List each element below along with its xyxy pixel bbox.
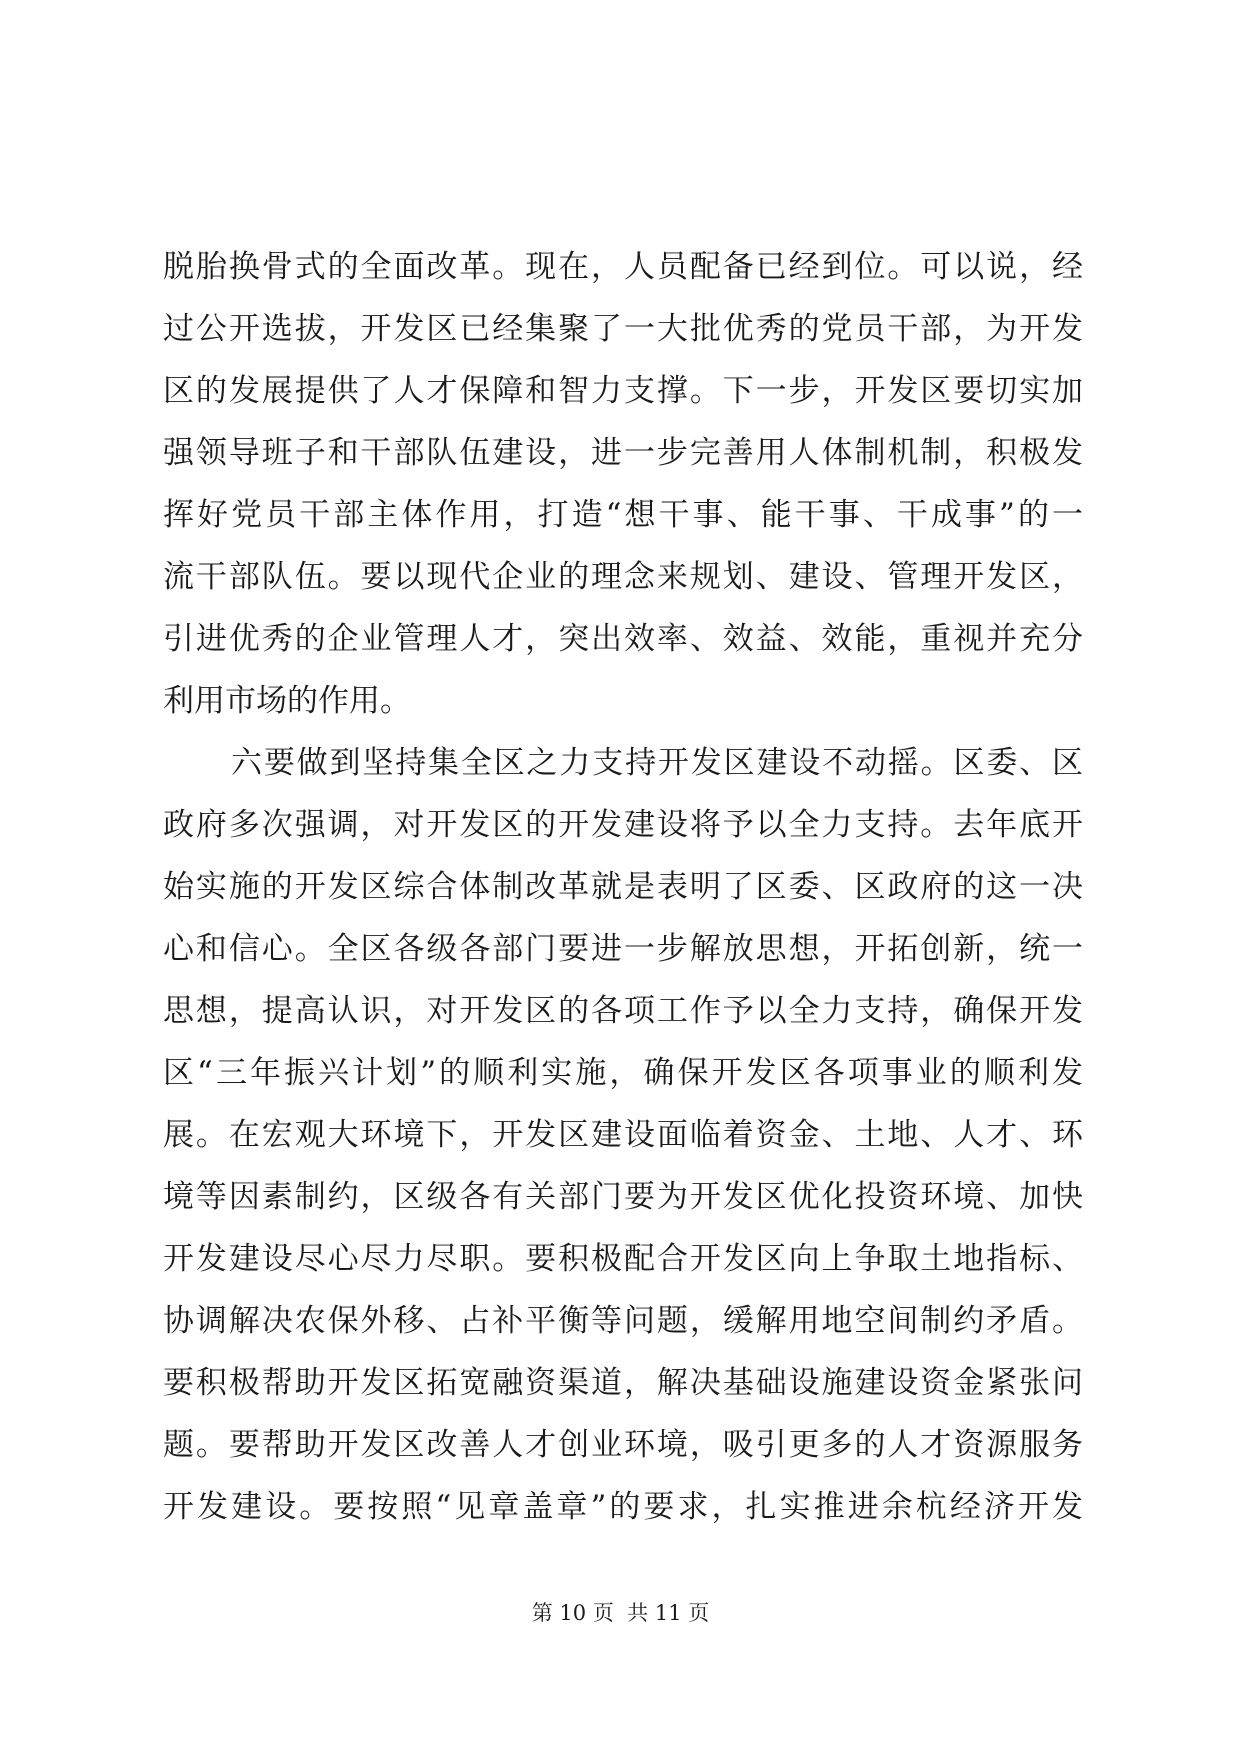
text-line: 强领导班子和干部队伍建设，进一步完善用人体制机制，积极发 (163, 435, 1083, 471)
page-footer (0, 1598, 1241, 1628)
text-line: 六要做到坚持集全区之力支持开发区建设不动摇。区委、区 (231, 745, 1083, 781)
text-line: 始实施的开发区综合体制改革就是表明了区委、区政府的这一决 (163, 869, 1083, 905)
text-line: 区“三年振兴计划”的顺利实施，确保开发区各项事业的顺利发 (163, 1055, 1083, 1091)
text-line: 心和信心。全区各级各部门要进一步解放思想，开拓创新，统一 (163, 931, 1083, 967)
text-line: 思想，提高认识，对开发区的各项工作予以全力支持，确保开发 (163, 993, 1083, 1029)
page-number-label: 第 10 页 共 11 页 (531, 1601, 710, 1625)
text-line: 开发建设。要按照“见章盖章”的要求，扎实推进余杭经济开发 (163, 1489, 1083, 1525)
text-line: 要积极帮助开发区拓宽融资渠道，解决基础设施建设资金紧张问 (163, 1365, 1083, 1401)
text-line: 题。要帮助开发区改善人才创业环境，吸引更多的人才资源服务 (163, 1427, 1083, 1463)
text-line: 开发建设尽心尽力尽职。要积极配合开发区向上争取土地指标、 (163, 1241, 1083, 1277)
text-line: 展。在宏观大环境下，开发区建设面临着资金、土地、人才、环 (163, 1117, 1083, 1153)
text-line: 挥好党员干部主体作用，打造“想干事、能干事、干成事”的一 (163, 497, 1083, 533)
text-line: 政府多次强调，对开发区的开发建设将予以全力支持。去年底开 (163, 807, 1083, 843)
text-line: 协调解决农保外移、占补平衡等问题，缓解用地空间制约矛盾。 (163, 1303, 1083, 1339)
text-line: 区的发展提供了人才保障和智力支撑。下一步，开发区要切实加 (163, 373, 1083, 409)
body-text (163, 236, 1083, 1538)
paragraph (163, 236, 1083, 732)
text-line: 境等因素制约，区级各有关部门要为开发区优化投资环境、加快 (163, 1179, 1083, 1215)
text-line: 脱胎换骨式的全面改革。现在，人员配备已经到位。可以说，经 (163, 249, 1083, 285)
text-line: 流干部队伍。要以现代企业的理念来规划、建设、管理开发区， (163, 559, 1083, 595)
text-line: 引进优秀的企业管理人才，突出效率、效益、效能，重视并充分 (163, 621, 1083, 657)
text-line: 过公开选拔，开发区已经集聚了一大批优秀的党员干部，为开发 (163, 311, 1083, 347)
paragraph (163, 732, 1083, 1538)
text-line: 利用市场的作用。 (163, 683, 411, 719)
